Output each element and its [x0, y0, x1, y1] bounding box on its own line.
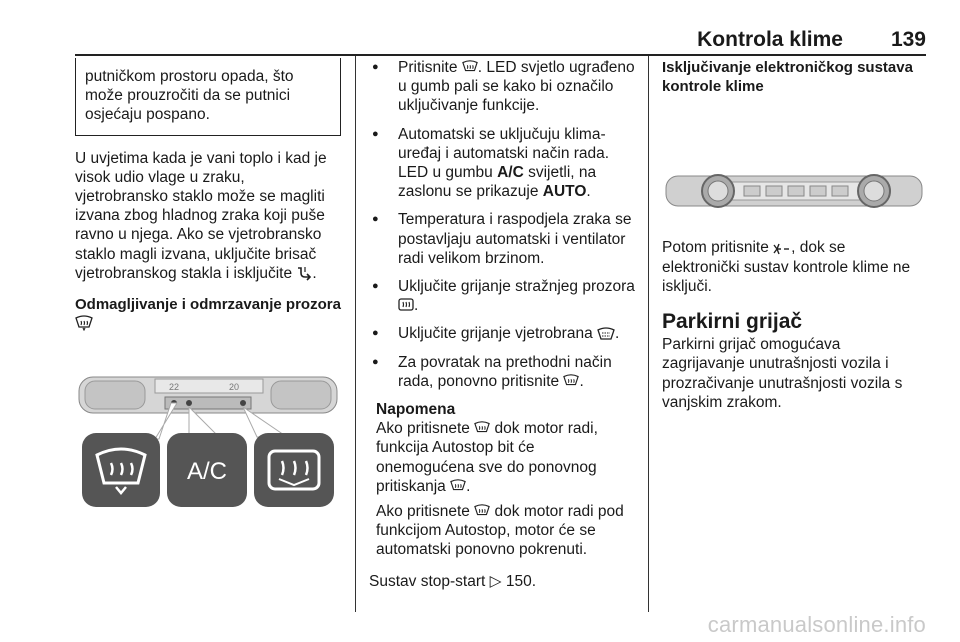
text-fragment: Potom pritisnite	[662, 239, 769, 257]
defrost-icon	[462, 59, 478, 75]
page-reference-link[interactable]: 150.	[505, 572, 537, 590]
subheading-switch-off: Isključivanje elektroničkog sustava kontrole klime	[662, 59, 913, 96]
list-item	[369, 58, 635, 116]
paragraph-switch-off	[662, 238, 926, 296]
fan-off-icon	[773, 243, 791, 255]
column-right	[662, 58, 926, 424]
defrost-icon	[474, 503, 490, 519]
warning-text: putničkom prostoru opada, što može prouzročiti da se putnici osjećaju pospano.	[85, 68, 294, 124]
note-heading: Napomena	[376, 401, 456, 419]
list-item	[369, 324, 635, 343]
text-fragment: Za povratak na prethodni način rada, ponovno pritisnite	[398, 353, 612, 390]
list-item	[369, 353, 635, 391]
column-middle	[369, 58, 635, 603]
ac-label: A/C	[497, 164, 524, 182]
text-fragment: Sustav stop-start	[369, 572, 486, 590]
defrost-icon	[474, 420, 490, 436]
text-fragment: dok motor radi, funkcija Autostop bit će onemogućena sve do ponovnog pritiskanja	[376, 420, 598, 495]
paragraph-text: U uvjetima kada je vani toplo i kad je visok udio vlage u zraku, vjetrobransko staklo može se magliti izvana zbog hladnog zraka koji puše ravno u njega. Ako se vjetrobransko staklo magli izvana, uključite brisač vjetrobranskog stakla i isključite	[75, 149, 327, 282]
windscreen-heat-icon	[597, 327, 615, 341]
panel-temp-left: 22	[169, 382, 180, 392]
text-fragment: Automatski se uključuju klima-uređaj i automatski način rada. LED u gumbu	[398, 125, 610, 182]
defrost-icon	[563, 373, 579, 389]
rear-window-heat-icon	[398, 297, 414, 313]
text-fragment: Temperatura i raspodjela zraka se postavljaju automatski i ventilator radi velikom brzinom.	[398, 211, 632, 267]
list-item	[369, 125, 635, 202]
text-fragment: .	[414, 297, 419, 315]
text-fragment: .	[579, 372, 584, 390]
list-item	[369, 277, 635, 315]
text-fragment: .	[615, 325, 620, 343]
climate-buttons-figure	[77, 371, 339, 516]
column-divider-2	[648, 56, 649, 612]
page-number: 139	[890, 28, 926, 51]
paragraph-parking-heater: Parkirni grijač omogućava zagrijavanje unutrašnjosti vozila i prozračivanje unutrašnjosti vozila s vanjskim zrakom.	[662, 336, 903, 411]
note-paragraph	[376, 502, 635, 560]
text-fragment: svijetli, na zaslonu se prikazuje	[398, 164, 597, 201]
section-heading: Parkirni grijač	[662, 310, 803, 334]
watermark: carmanualsonline.info	[707, 612, 926, 637]
ac-button[interactable]	[167, 433, 247, 507]
header-rule	[75, 54, 926, 56]
right-knob[interactable]	[858, 175, 890, 207]
page-header	[75, 26, 926, 52]
steps-list	[369, 58, 635, 391]
text-fragment: . LED svjetlo ugrađeno u gumb pali se kako bi označilo uključivanje funkcije.	[398, 59, 635, 115]
panel-temp-right: 20	[229, 382, 240, 392]
paragraph-end: .	[312, 264, 317, 282]
column-left	[75, 58, 341, 345]
warning-box	[75, 58, 341, 136]
text-fragment: dok motor radi pod funkcijom Autostop, motor će se automatski ponovno pokrenuti.	[376, 503, 624, 559]
defrost-button[interactable]	[82, 433, 160, 507]
climate-panel-figure	[662, 108, 926, 214]
ac-button-label: A/C	[186, 458, 228, 485]
text-fragment: .	[466, 477, 471, 495]
list-item	[369, 210, 635, 268]
subheading-text: Odmagljivanje i odmrzavanje prozora	[75, 296, 341, 314]
rear-window-heat-button[interactable]	[254, 433, 334, 507]
text-fragment: .	[586, 183, 591, 201]
column-divider-1	[355, 56, 356, 612]
paragraph-humid-fog	[75, 149, 341, 283]
text-fragment: Ako pritisnete	[376, 503, 470, 521]
air-recirculation-icon	[296, 265, 312, 281]
note-paragraph	[376, 419, 635, 496]
reference-arrow-icon: ▷	[489, 572, 502, 590]
text-fragment: Uključite grijanje vjetrobrana	[398, 325, 593, 343]
subheading-defog	[75, 295, 341, 333]
defrost-icon	[75, 315, 93, 331]
text-fragment: Pritisnite	[398, 59, 458, 76]
text-fragment: Ako pritisnete	[376, 420, 470, 438]
fan-off-knob[interactable]	[702, 175, 734, 207]
text-fragment: Uključite grijanje stražnjeg prozora	[398, 278, 635, 296]
defrost-icon	[450, 478, 466, 494]
auto-label: AUTO	[542, 183, 587, 201]
text-fragment: , dok se elektronički sustav kontrole klime ne isključi.	[662, 239, 911, 295]
cross-reference	[369, 572, 635, 591]
note-block	[369, 400, 635, 560]
page-title: Kontrola klime	[697, 28, 843, 51]
